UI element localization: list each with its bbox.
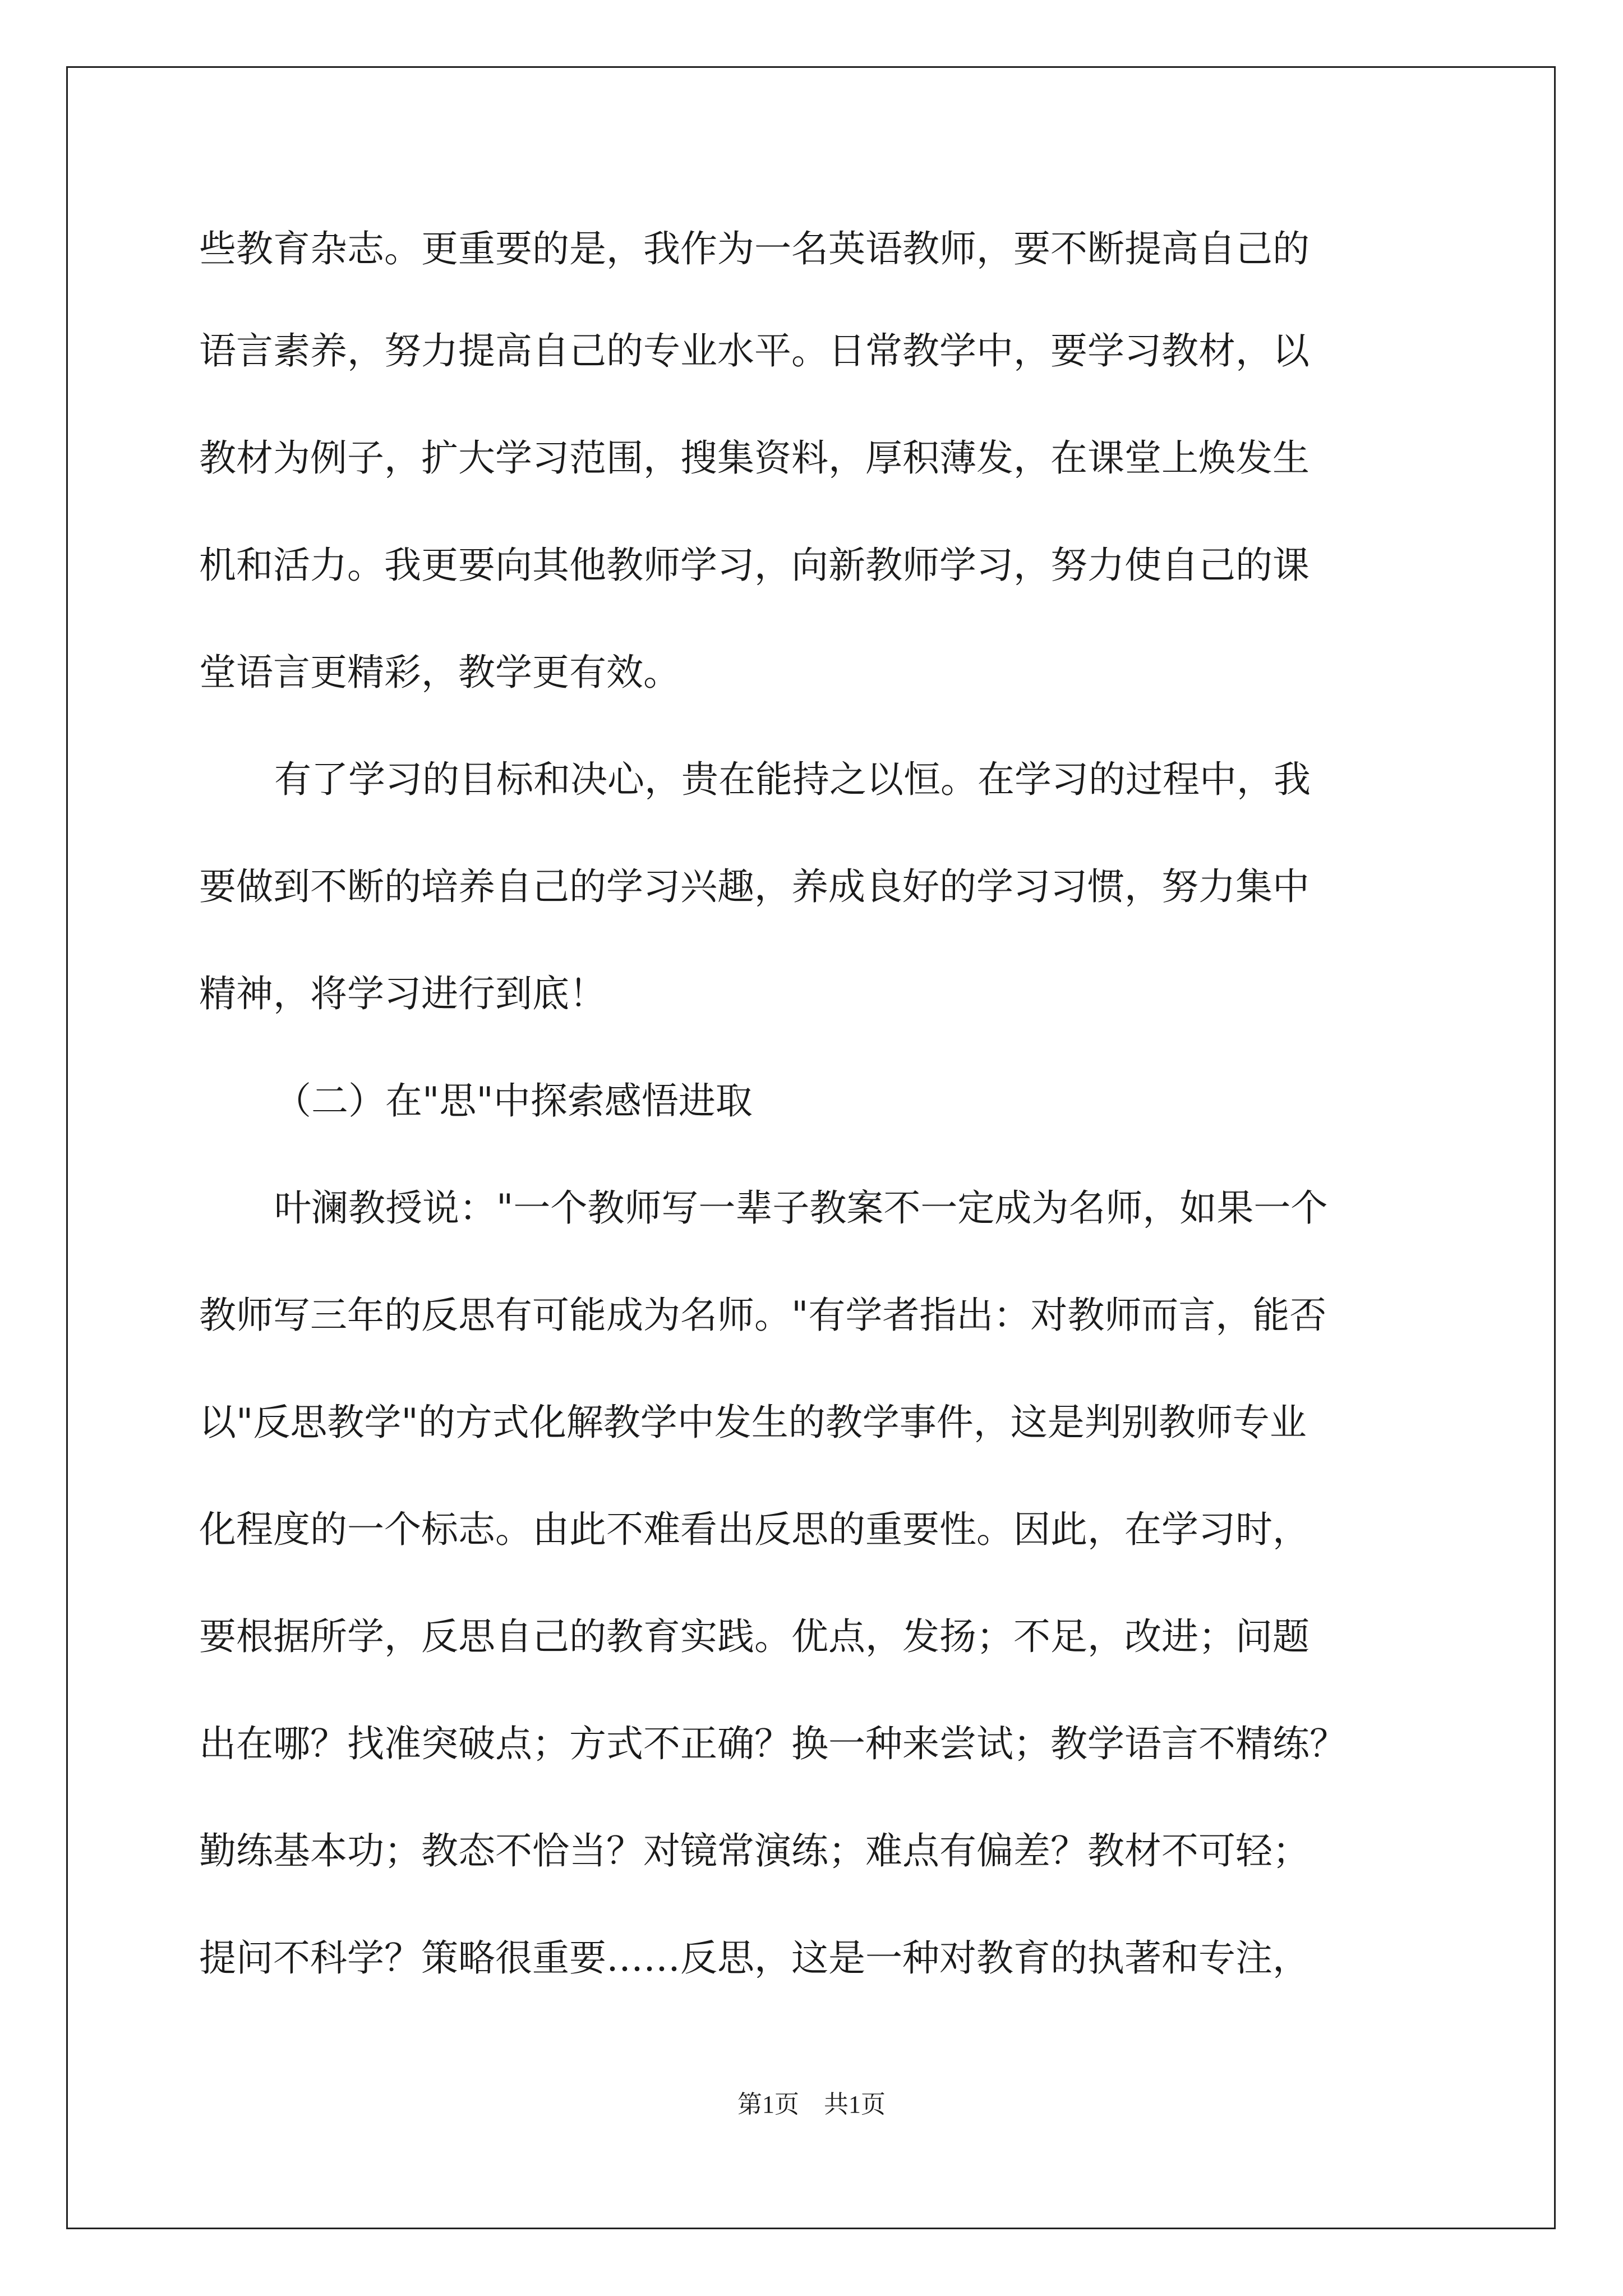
- text-line: 教师写三年的反思有可能成为名师。"有学者指出：对教师而言，能否: [199, 1294, 1327, 1337]
- text-line: 堂语言更精彩，教学更有效。: [199, 651, 680, 694]
- text-line: 语言素养，努力提高自己的专业水平。日常教学中，要学习教材，以: [199, 329, 1310, 372]
- text-line: 以"反思教学"的方式化解教学中发生的教学事件，这是判别教师专业: [199, 1401, 1307, 1444]
- text-line: 些教育杂志。更重要的是，我作为一名英语教师，要不断提高自己的: [199, 227, 1310, 270]
- text-line: 要根据所学，反思自己的教育实践。优点，发扬；不足，改进；问题: [199, 1615, 1310, 1658]
- text-line: 教材为例子，扩大学习范围，搜集资料，厚积薄发，在课堂上焕发生: [199, 436, 1310, 480]
- paragraph-first-line: 叶澜教授说："一个教师写一辈子教案不一定成为名师，如果一个: [274, 1186, 1328, 1230]
- text-line: 勤练基本功；教态不恰当？对镜常演练；难点有偏差？教材不可轻；: [199, 1829, 1310, 1872]
- paragraph-first-line: 有了学习的目标和决心，贵在能持之以恒。在学习的过程中，我: [274, 758, 1311, 801]
- text-line: 机和活力。我更要向其他教师学习，向新教师学习，努力使自己的课: [199, 544, 1310, 587]
- text-line: 化程度的一个标志。由此不难看出反思的重要性。因此，在学习时，: [199, 1508, 1310, 1551]
- text-line: 精神，将学习进行到底！: [199, 972, 606, 1015]
- text-line: 提问不科学？策略很重要……反思，这是一种对教育的执著和专注，: [199, 1936, 1310, 1980]
- text-line: 要做到不断的培养自己的学习兴趣，养成良好的学习习惯，努力集中: [199, 865, 1310, 908]
- document-body: [199, 201, 1433, 2012]
- text-line: 出在哪？找准突破点；方式不正确？换一种来尝试；教学语言不精练？: [199, 1722, 1347, 1765]
- section-heading: （二）在"思"中探索感悟进取: [274, 1079, 753, 1122]
- page-number-footer: 第1页 共1页: [737, 2091, 886, 2118]
